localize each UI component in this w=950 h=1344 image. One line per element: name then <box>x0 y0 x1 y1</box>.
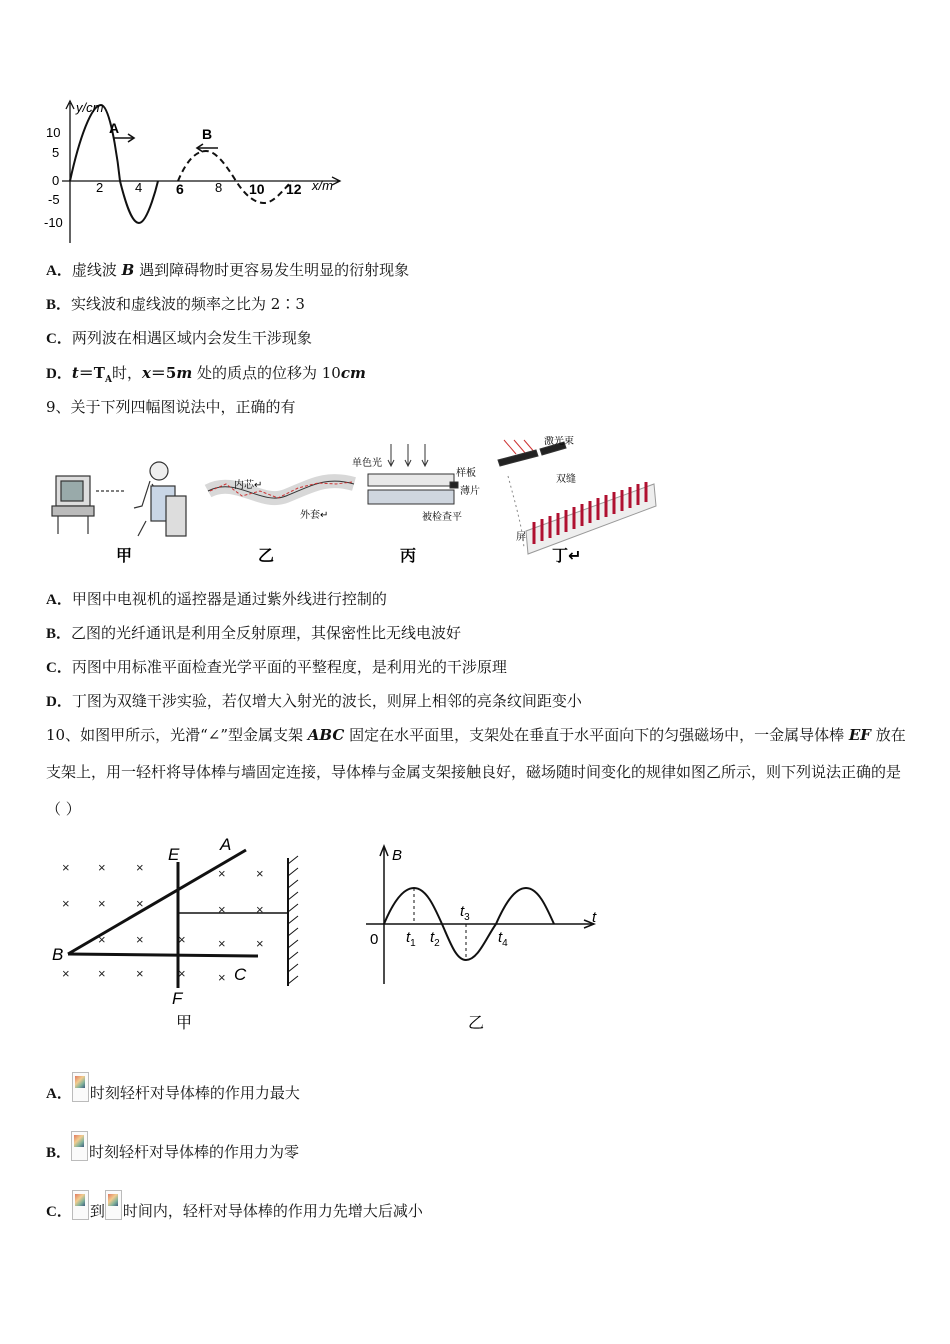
fiber-cladding-label: 外套↵ <box>300 510 329 521</box>
q8-option-a[interactable]: A．虚线波 B 遇到障碍物时更容易发生明显的衍射现象 <box>46 261 410 279</box>
field-cross: × <box>136 966 144 981</box>
y-tick: 0 <box>52 173 60 188</box>
field-cross: × <box>98 896 106 911</box>
q10-option-b[interactable]: B． 时刻轻杆对导体棒的作用力为零 <box>46 1131 299 1168</box>
field-cross: × <box>98 966 106 981</box>
mono-light-label: 单色光 <box>352 458 382 469</box>
x-tick: 4 <box>135 180 143 195</box>
field-cross: × <box>62 896 70 911</box>
q10-stem: 10、如图甲所示，光滑“∠”型金属支架 ABC 固定在水平面里，支架处在垂直于水平面向下的匀强磁场中，一金属导体棒 EF 放在支架上，用一轻杆将导体棒与墙固定连接，导体棒与金属支架接触良好，磁场随时间变化的规律如图乙所示，则下列说法正确的是（ ） <box>46 726 906 818</box>
field-cross: × <box>218 866 226 881</box>
q9-option-b[interactable]: B．乙图的光纤通讯是利用全反射原理，其保密性比无线电波好 <box>46 624 462 642</box>
b-axis-label: B <box>392 847 403 864</box>
wave-a-label: A <box>109 120 120 136</box>
origin-label: 0 <box>370 931 379 948</box>
fiber-core-label: 内芯↵ <box>234 480 263 491</box>
point-f-label: F <box>172 989 183 1008</box>
x-tick: 6 <box>176 181 184 197</box>
wave-b-label: B <box>202 126 213 142</box>
q10-figure-jia <box>46 836 316 1036</box>
thin-sheet-label: 薄片 <box>460 486 480 497</box>
q9-figures <box>46 436 666 571</box>
field-cross: × <box>178 932 186 947</box>
t3-label: $t_3$ <box>460 903 470 923</box>
screen-label: 屏 <box>516 532 526 543</box>
field-cross: × <box>62 860 70 875</box>
sample-plate-label: 样板 <box>456 468 476 479</box>
field-cross: × <box>136 932 144 947</box>
wave-graph <box>40 95 360 245</box>
laser-beam-label: 激光束 <box>544 436 574 447</box>
thin-film-figure <box>368 444 458 504</box>
y-axis-label: y/cm <box>76 100 104 115</box>
point-c-label: C <box>234 965 247 984</box>
field-cross: × <box>218 970 226 985</box>
broken-image-icon <box>72 1190 89 1220</box>
q8-option-d[interactable]: D．$t=T_A$时，x＝5m 处的质点的位移为 10cm <box>46 364 366 385</box>
q10-figure-yi <box>356 838 616 1034</box>
x-tick: 2 <box>96 180 104 195</box>
field-cross: × <box>256 866 264 881</box>
q8-option-b[interactable]: B．实线波和虚线波的频率之比为 2∶3 <box>46 295 305 313</box>
x-tick: 8 <box>215 180 223 195</box>
field-cross: × <box>62 966 70 981</box>
tested-plane-label: 被检查平 <box>422 512 462 523</box>
figure-caption-jia: 甲 <box>176 1015 193 1032</box>
y-tick: 10 <box>46 125 61 140</box>
q10-option-c[interactable]: C． 到 时间内，轻杆对导体棒的作用力先增大后减小 <box>46 1190 423 1227</box>
figure-caption-yi: 乙 <box>468 1015 485 1032</box>
field-cross: × <box>136 896 144 911</box>
y-tick: 5 <box>52 145 60 160</box>
y-tick: -5 <box>48 192 60 207</box>
q9-option-a[interactable]: A．甲图中电视机的遥控器是通过紫外线进行控制的 <box>46 590 387 608</box>
broken-image-icon <box>105 1190 122 1220</box>
field-cross: × <box>256 902 264 917</box>
field-cross: × <box>178 966 186 981</box>
figure-caption-yi: 乙 <box>258 546 275 565</box>
field-cross: × <box>256 936 264 951</box>
broken-image-icon <box>72 1072 89 1102</box>
field-cross: × <box>98 860 106 875</box>
figure-caption-ding: 丁↵ <box>552 546 582 565</box>
field-cross: × <box>98 932 106 947</box>
q9-option-c[interactable]: C．丙图中用标准平面检查光学平面的平整程度，是利用光的干涉原理 <box>46 658 507 676</box>
q9-stem: 9、关于下列四幅图说法中，正确的有 <box>46 398 296 416</box>
x-axis-label: x/m <box>312 178 333 193</box>
optical-fiber-figure <box>208 481 354 498</box>
point-e-label: E <box>168 845 180 864</box>
point-a-label: A <box>220 836 232 854</box>
t2-label: $t_2$ <box>430 929 440 949</box>
x-tick: 10 <box>249 181 265 197</box>
dashed-wave-b <box>178 151 292 203</box>
q9-option-d[interactable]: D．丁图为双缝干涉实验，若仅增大入射光的波长，则屏上相邻的亮条纹间距变小 <box>46 692 582 710</box>
t1-label: $t_1$ <box>406 929 416 949</box>
point-b-label: B <box>52 945 64 964</box>
t4-label: $t_4$ <box>498 929 508 949</box>
t-axis-label: t <box>592 909 597 926</box>
double-slit-label: 双缝 <box>556 474 576 485</box>
q8-option-c[interactable]: C．两列波在相遇区域内会发生干涉现象 <box>46 329 312 347</box>
field-cross: × <box>218 902 226 917</box>
x-tick: 12 <box>286 181 302 197</box>
broken-image-icon <box>71 1131 88 1161</box>
field-cross: × <box>218 936 226 951</box>
figure-caption-bing: 丙 <box>400 546 417 565</box>
y-tick: -10 <box>44 215 63 230</box>
q10-option-a[interactable]: A． 时刻轻杆对导体棒的作用力最大 <box>46 1072 300 1109</box>
tv-remote-figure <box>52 462 186 536</box>
field-cross: × <box>136 860 144 875</box>
figure-caption-jia: 甲 <box>116 546 133 565</box>
